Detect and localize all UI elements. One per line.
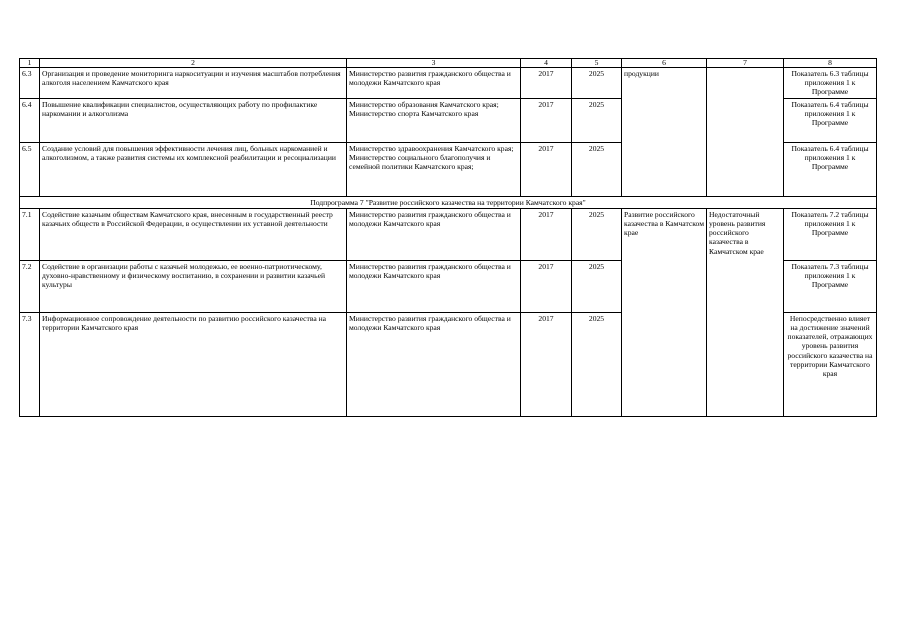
end-year: 2025 — [572, 98, 622, 142]
indicator-link: Показатель 7.3 таблицы приложения 1 к Программе — [784, 260, 877, 312]
start-year: 2017 — [521, 98, 572, 142]
row-number: 7.3 — [20, 312, 40, 416]
indicator-link: Показатель 6.4 таблицы приложения 1 к Программе — [784, 142, 877, 196]
header-cell: 7 — [707, 59, 784, 68]
start-year: 2017 — [521, 142, 572, 196]
header-cell: 3 — [347, 59, 521, 68]
header-cell: 1 — [20, 59, 40, 68]
expected-result: Развитие российского казачества в Камчатском крае — [622, 208, 707, 416]
header-row — [20, 59, 877, 68]
measure-title: Организация и проведение мониторинга наркоситуации и изучения масштабов потребления алкоголя населением Камчатского края — [40, 68, 347, 99]
executor: Министерство здравоохранения Камчатского края; Министерство социального благополучия и семейной политики Камчатского края; — [347, 142, 521, 196]
header-cell: 6 — [622, 59, 707, 68]
start-year: 2017 — [521, 312, 572, 416]
start-year: 2017 — [521, 68, 572, 99]
indicator-link: Показатель 6.3 таблицы приложения 1 к Программе — [784, 68, 877, 99]
header-cell: 2 — [40, 59, 347, 68]
consequence: Недостаточный уровень развития российского казачества в Камчатском крае — [707, 208, 784, 416]
end-year: 2025 — [572, 260, 622, 312]
start-year: 2017 — [521, 208, 572, 260]
expected-result: продукции — [622, 68, 707, 197]
program-table — [19, 58, 877, 417]
row-number: 6.4 — [20, 98, 40, 142]
row-number: 7.1 — [20, 208, 40, 260]
executor: Министерство развития гражданского общества и молодежи Камчатского края — [347, 312, 521, 416]
header-cell: 8 — [784, 59, 877, 68]
row-number: 6.3 — [20, 68, 40, 99]
measure-title: Информационное сопровождение деятельности по развитию российского казачества на территории Камчатского края — [40, 312, 347, 416]
executor: Министерство развития гражданского общества и молодежи Камчатского края — [347, 208, 521, 260]
executor: Министерство образования Камчатского края; Министерство спорта Камчатского края — [347, 98, 521, 142]
end-year: 2025 — [572, 68, 622, 99]
start-year: 2017 — [521, 260, 572, 312]
end-year: 2025 — [572, 208, 622, 260]
consequence — [707, 68, 784, 197]
indicator-link: Показатель 6.4 таблицы приложения 1 к Программе — [784, 98, 877, 142]
row-number: 6.5 — [20, 142, 40, 196]
executor: Министерство развития гражданского общества и молодежи Камчатского края — [347, 68, 521, 99]
end-year: 2025 — [572, 312, 622, 416]
header-cell: 4 — [521, 59, 572, 68]
measure-title: Создание условий для повышения эффективности лечения лиц, больных наркоманией и алкоголизмом, а также развития системы их комплексной реабилитации и ресоциализации — [40, 142, 347, 196]
table-row — [20, 68, 877, 99]
table-row — [20, 208, 877, 260]
header-cell: 5 — [572, 59, 622, 68]
subprogram-title: Подпрограмма 7 "Развитие российского казачества на территории Камчатского края" — [20, 196, 877, 208]
measure-title: Содействие казачьим обществам Камчатского края, внесенным в государственный реестр казачьих обществ в Российской Федерации, в осуществлении их уставной деятельности — [40, 208, 347, 260]
measure-title: Повышение квалификации специалистов, осуществляющих работу по профилактике наркомании и алкоголизма — [40, 98, 347, 142]
indicator-link: Непосредственно влияет на достижение значений показателей, отражающих уровень развития российского казачества на территории Камчатского края — [784, 312, 877, 416]
subprogram-row — [20, 196, 877, 208]
row-number: 7.2 — [20, 260, 40, 312]
end-year: 2025 — [572, 142, 622, 196]
executor: Министерство развития гражданского общества и молодежи Камчатского края — [347, 260, 521, 312]
measure-title: Содействие в организации работы с казачьей молодежью, ее военно-патриотическому, духовно-нравственному и физическому воспитанию, в сохранении и развитии казачьей культуры — [40, 260, 347, 312]
indicator-link: Показатель 7.2 таблицы приложения 1 к Программе — [784, 208, 877, 260]
